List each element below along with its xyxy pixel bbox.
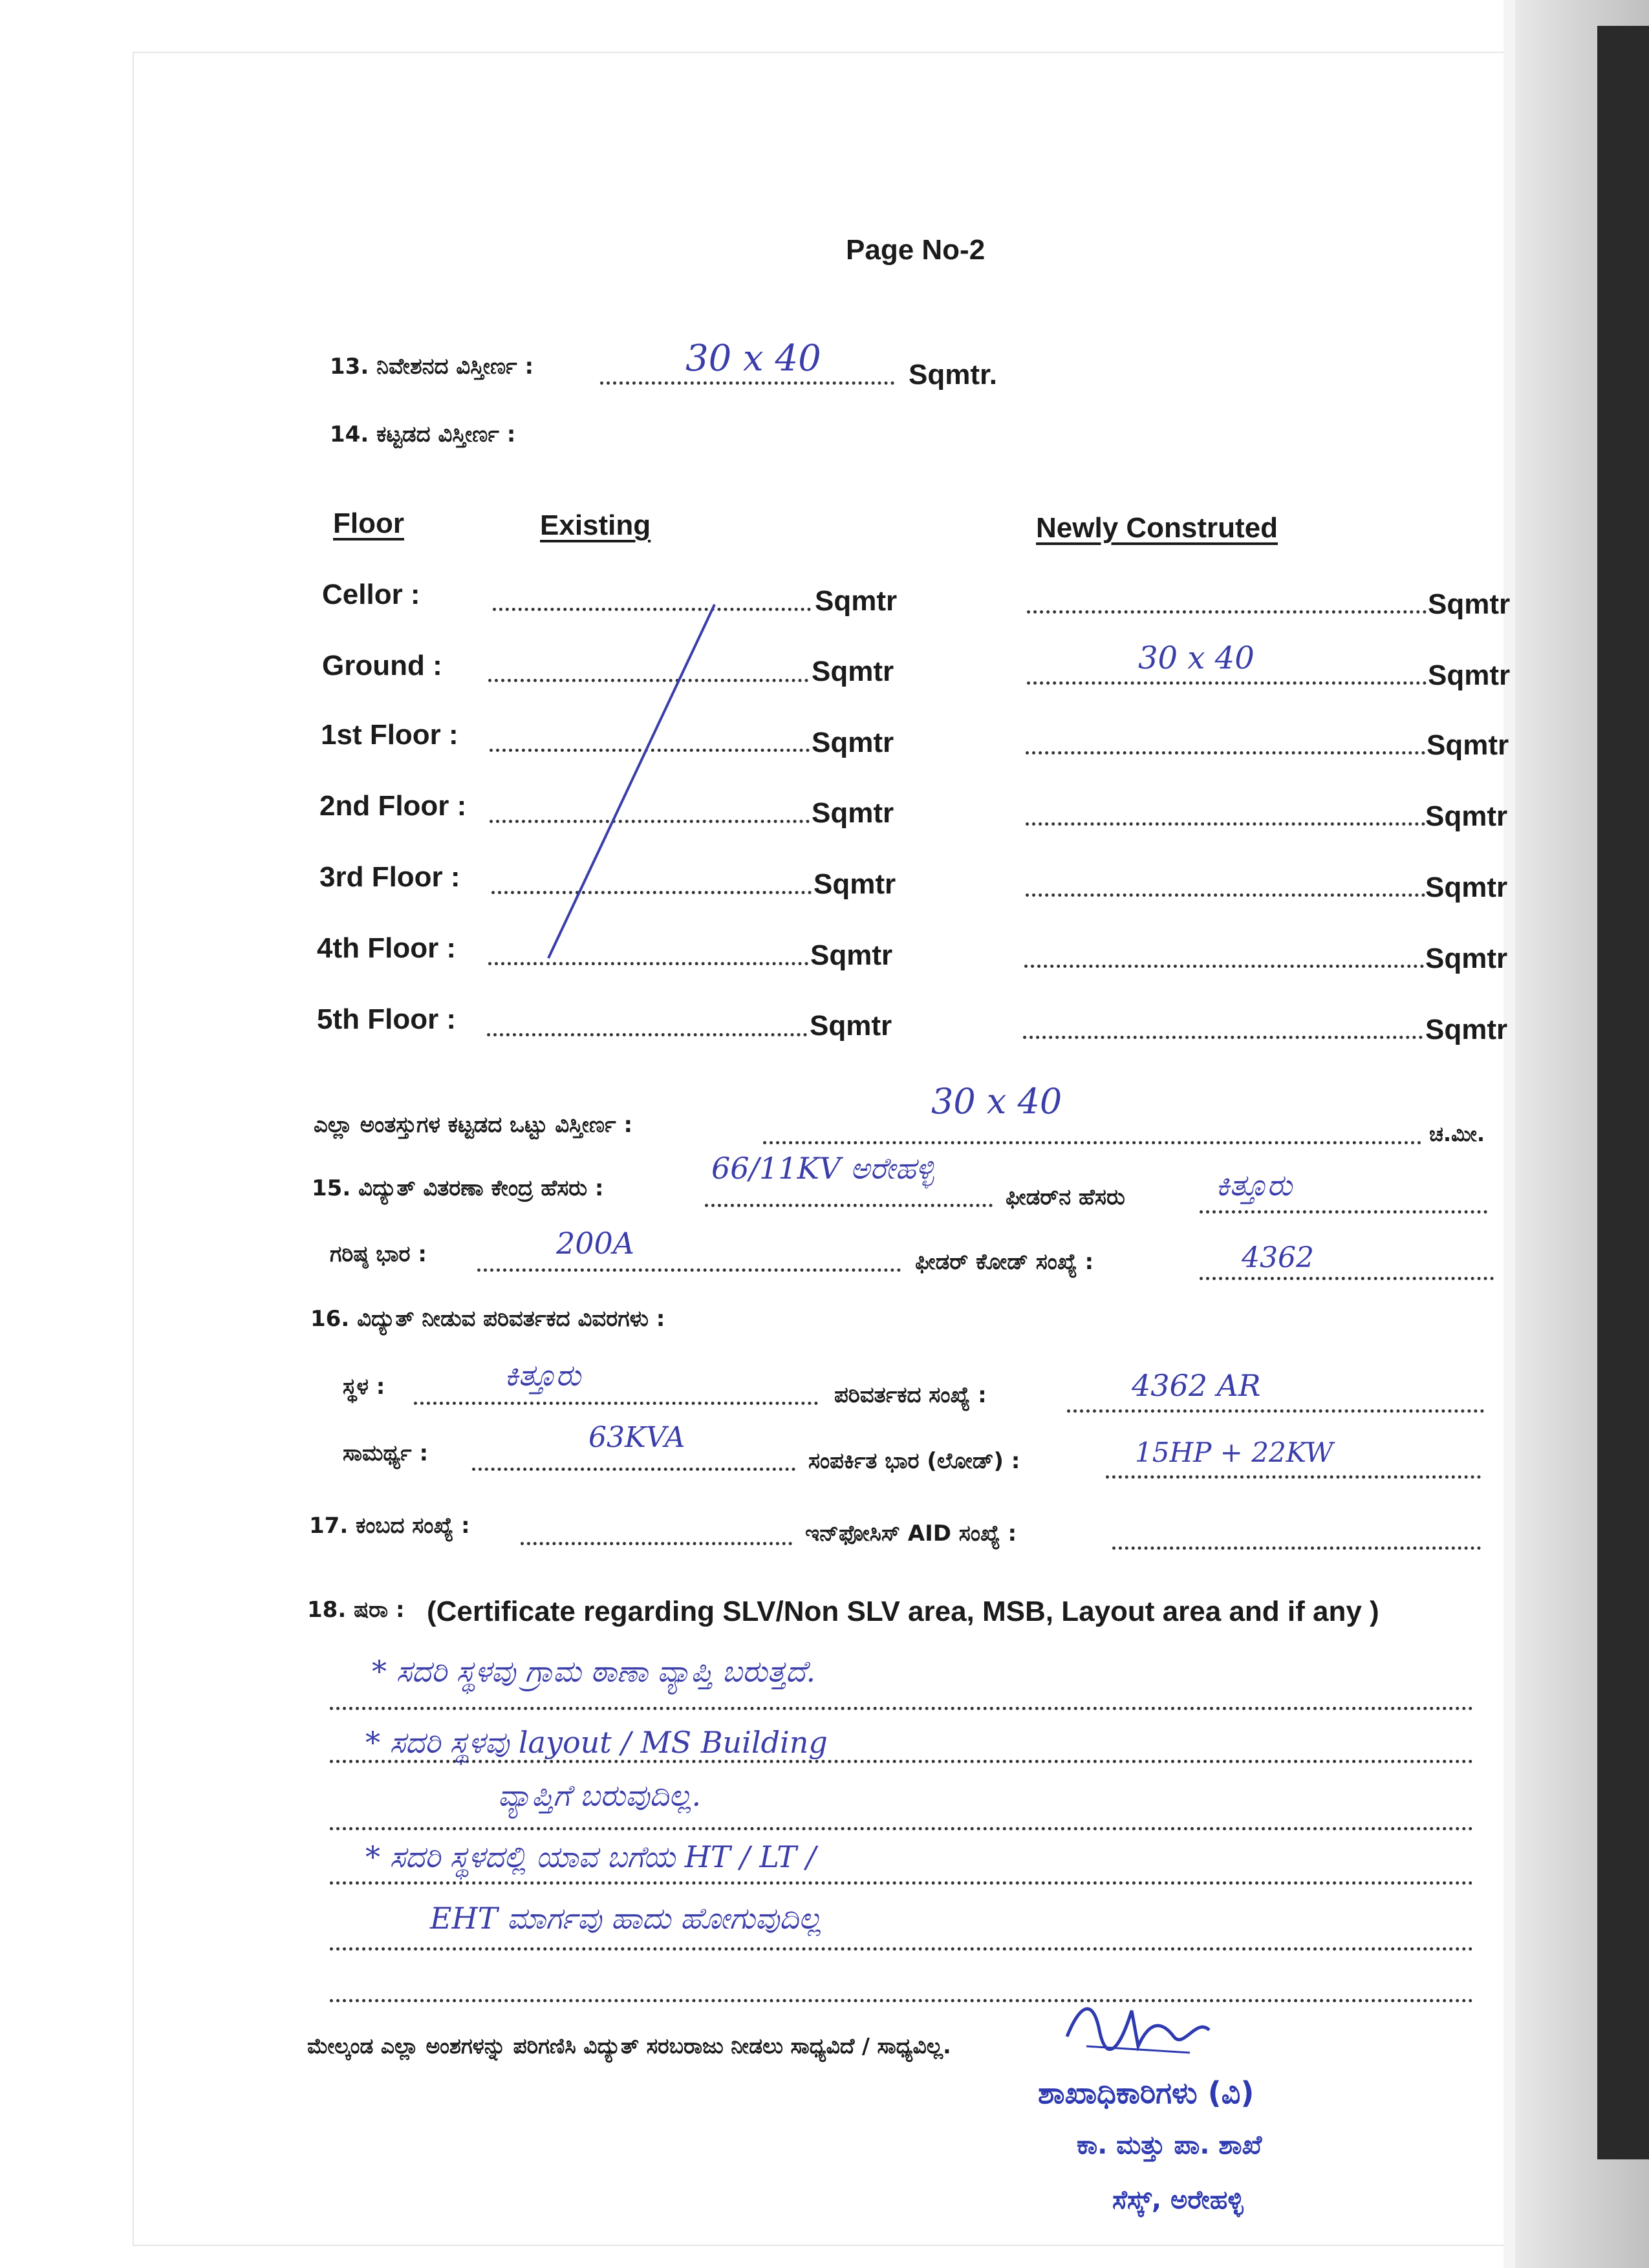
item14-label: 14. ಕಟ್ಟಡದ ವಿಸ್ತೀರ್ಣ :: [330, 422, 516, 447]
aid-line: [1112, 1546, 1481, 1550]
feeder-code-label: ಫೀಡರ್ ಕೋಡ್ ಸಂಖ್ಯೆ :: [915, 1249, 1094, 1275]
item15-line: [705, 1204, 993, 1207]
max-load-label: ಗರಿಷ್ಠ ಭಾರ :: [330, 1241, 427, 1267]
feeder-name-label: ಫೀಡರ್‌ನ ಹೆಸರು: [1006, 1184, 1125, 1210]
row-label: Ground :: [322, 650, 442, 681]
seal-designation: ಶಾಖಾಧಿಕಾರಿಗಳು (ವಿ): [1038, 2075, 1255, 2110]
total-value: 30 x 40: [931, 1081, 1062, 1122]
item13-unit: Sqmtr.: [909, 359, 997, 390]
remark-text: * ಸದರಿ ಸ್ಥಳವು layout / MS Building: [365, 1725, 828, 1760]
tc-number-line: [1067, 1409, 1484, 1413]
item13-value: 30 x 40: [685, 337, 821, 380]
capacity-value: 63KVA: [588, 1421, 685, 1454]
header-newly-constructed: Newly Construted: [1036, 512, 1278, 544]
remark-text: * ಸದರಿ ಸ್ಥಳದಲ್ಲಿ ಯಾವ ಬಗೆಯ HT / LT /: [365, 1839, 816, 1874]
header-floor: Floor: [333, 508, 404, 539]
existing-unit: Sqmtr: [814, 868, 896, 900]
remark-text: EHT ಮಾರ್ಗವು ಹಾದು ಹೋಗುವುದಿಲ್ಲ: [430, 1901, 822, 1936]
substation-value: 66/11KV ಅರೇಹಳ್ಳಿ: [711, 1151, 934, 1186]
feeder-code-value: 4362: [1242, 1241, 1314, 1274]
item17-label: 17. ಕಂಬದ ಸಂಖ್ಯೆ :: [309, 1513, 470, 1539]
item13-label: 13. ನಿವೇಶನದ ವಿಸ್ತೀರ್ಣ :: [330, 354, 534, 380]
header-existing: Existing: [540, 509, 651, 541]
item18-label: 18. ಷರಾ :: [307, 1597, 405, 1623]
total-unit: ಚ.ಮೀ.: [1429, 1122, 1485, 1146]
place-label: ಸ್ಥಳ :: [343, 1374, 385, 1400]
existing-unit: Sqmtr: [815, 585, 898, 617]
tc-number-label: ಪರಿವರ್ತಕದ ಸಂಖ್ಯೆ :: [834, 1382, 987, 1408]
existing-unit: Sqmtr: [810, 1010, 892, 1042]
place-value: ಕಿತ್ತೂರು: [504, 1358, 581, 1393]
new-unit: Sqmtr: [1428, 588, 1511, 620]
feeder-code-line: [1200, 1277, 1494, 1280]
existing-unit: Sqmtr: [812, 797, 894, 829]
new-unit: Sqmtr: [1427, 729, 1509, 761]
pole-number-line: [521, 1542, 792, 1545]
remark-line: [330, 1881, 1473, 1885]
row-label: 4th Floor :: [317, 932, 457, 964]
row-label: 3rd Floor :: [319, 861, 460, 893]
existing-unit: Sqmtr: [810, 939, 893, 971]
connected-load-line: [1106, 1475, 1481, 1479]
tc-number-value: 4362 AR: [1132, 1368, 1261, 1403]
capacity-line: [472, 1468, 795, 1471]
row-label: Cellor :: [322, 579, 420, 610]
max-load-line: [477, 1268, 901, 1272]
total-line: [763, 1141, 1421, 1144]
connected-load-label: ಸಂಪರ್ಕಿತ ಭಾರ (ಲೋಡ್) :: [808, 1448, 1020, 1474]
row-label: 2nd Floor :: [319, 790, 467, 822]
feeder-name-line: [1200, 1210, 1487, 1214]
total-label: ಎಲ್ಲಾ ಅಂತಸ್ತುಗಳ ಕಟ್ಟಡದ ಒಟ್ಟು ವಿಸ್ತೀರ್ಣ :: [314, 1112, 633, 1138]
existing-unit: Sqmtr: [812, 656, 894, 687]
new-unit: Sqmtr: [1425, 1014, 1508, 1045]
feeder-name-value: ಕಿತ್ತೂರು: [1216, 1168, 1293, 1203]
item15-label: 15. ವಿದ್ಯುತ್ ವಿತರಣಾ ಕೇಂದ್ರ ಹೆಸರು :: [312, 1175, 604, 1201]
seal-branch: ಕಾ. ಮತ್ತು ಪಾ. ಶಾಖೆ: [1077, 2130, 1262, 2160]
conclusion-text: ಮೇಲ್ಕಂಡ ಎಲ್ಲಾ ಅಂಶಗಳನ್ನು ಪರಿಗಣಿಸಿ ವಿದ್ಯುತ್ ಸರಬರಾಜು ನೀಡಲು ಸಾಧ್ಯವಿದೆ / ಸಾಧ್ಯವಿಲ್ಲ.: [307, 2033, 951, 2059]
aid-label: ಇನ್‌ಫೋಸಿಸ್ AID ಸಂಖ್ಯೆ :: [805, 1521, 1017, 1546]
remark-line: [330, 1999, 1473, 2002]
max-load-value: 200A: [556, 1226, 635, 1261]
existing-unit: Sqmtr: [812, 727, 894, 758]
item18-title: (Certificate regarding SLV/Non SLV area, MSB, Layout area and if any ): [427, 1596, 1379, 1627]
remark-text: ವ್ಯಾಪ್ತಿಗೆ ಬರುವುದಿಲ್ಲ.: [498, 1778, 702, 1813]
remark-line: [330, 1947, 1473, 1951]
new-unit: Sqmtr: [1425, 800, 1508, 832]
capacity-label: ಸಾಮರ್ಥ್ಯ :: [343, 1440, 429, 1466]
item16-label: 16. ವಿದ್ಯುತ್ ನೀಡುವ ಪರಿವರ್ತಕದ ವಿವರಗಳು :: [310, 1306, 665, 1332]
ground-new-value: 30 x 40: [1138, 640, 1255, 676]
seal-office: ಸೆಸ್ಕ್, ಅರೇಹಳ್ಳಿ: [1112, 2185, 1244, 2215]
remark-line: [330, 1707, 1473, 1710]
place-line: [414, 1402, 818, 1405]
remark-text: * ಸದರಿ ಸ್ಥಳವು ಗ್ರಾಮ ಠಾಣಾ ವ್ಯಾಪ್ತಿ ಬರುತ್ತದೆ.: [372, 1654, 816, 1689]
signature: [1061, 1991, 1216, 2062]
new-unit: Sqmtr: [1425, 943, 1508, 974]
remark-line: [330, 1827, 1473, 1830]
page-number: Page No-2: [846, 234, 986, 266]
new-unit: Sqmtr: [1428, 659, 1511, 691]
new-unit: Sqmtr: [1425, 872, 1508, 903]
row-label: 5th Floor :: [317, 1003, 457, 1035]
row-label: 1st Floor :: [321, 719, 458, 751]
connected-load-value: 15HP + 22KW: [1135, 1437, 1333, 1468]
